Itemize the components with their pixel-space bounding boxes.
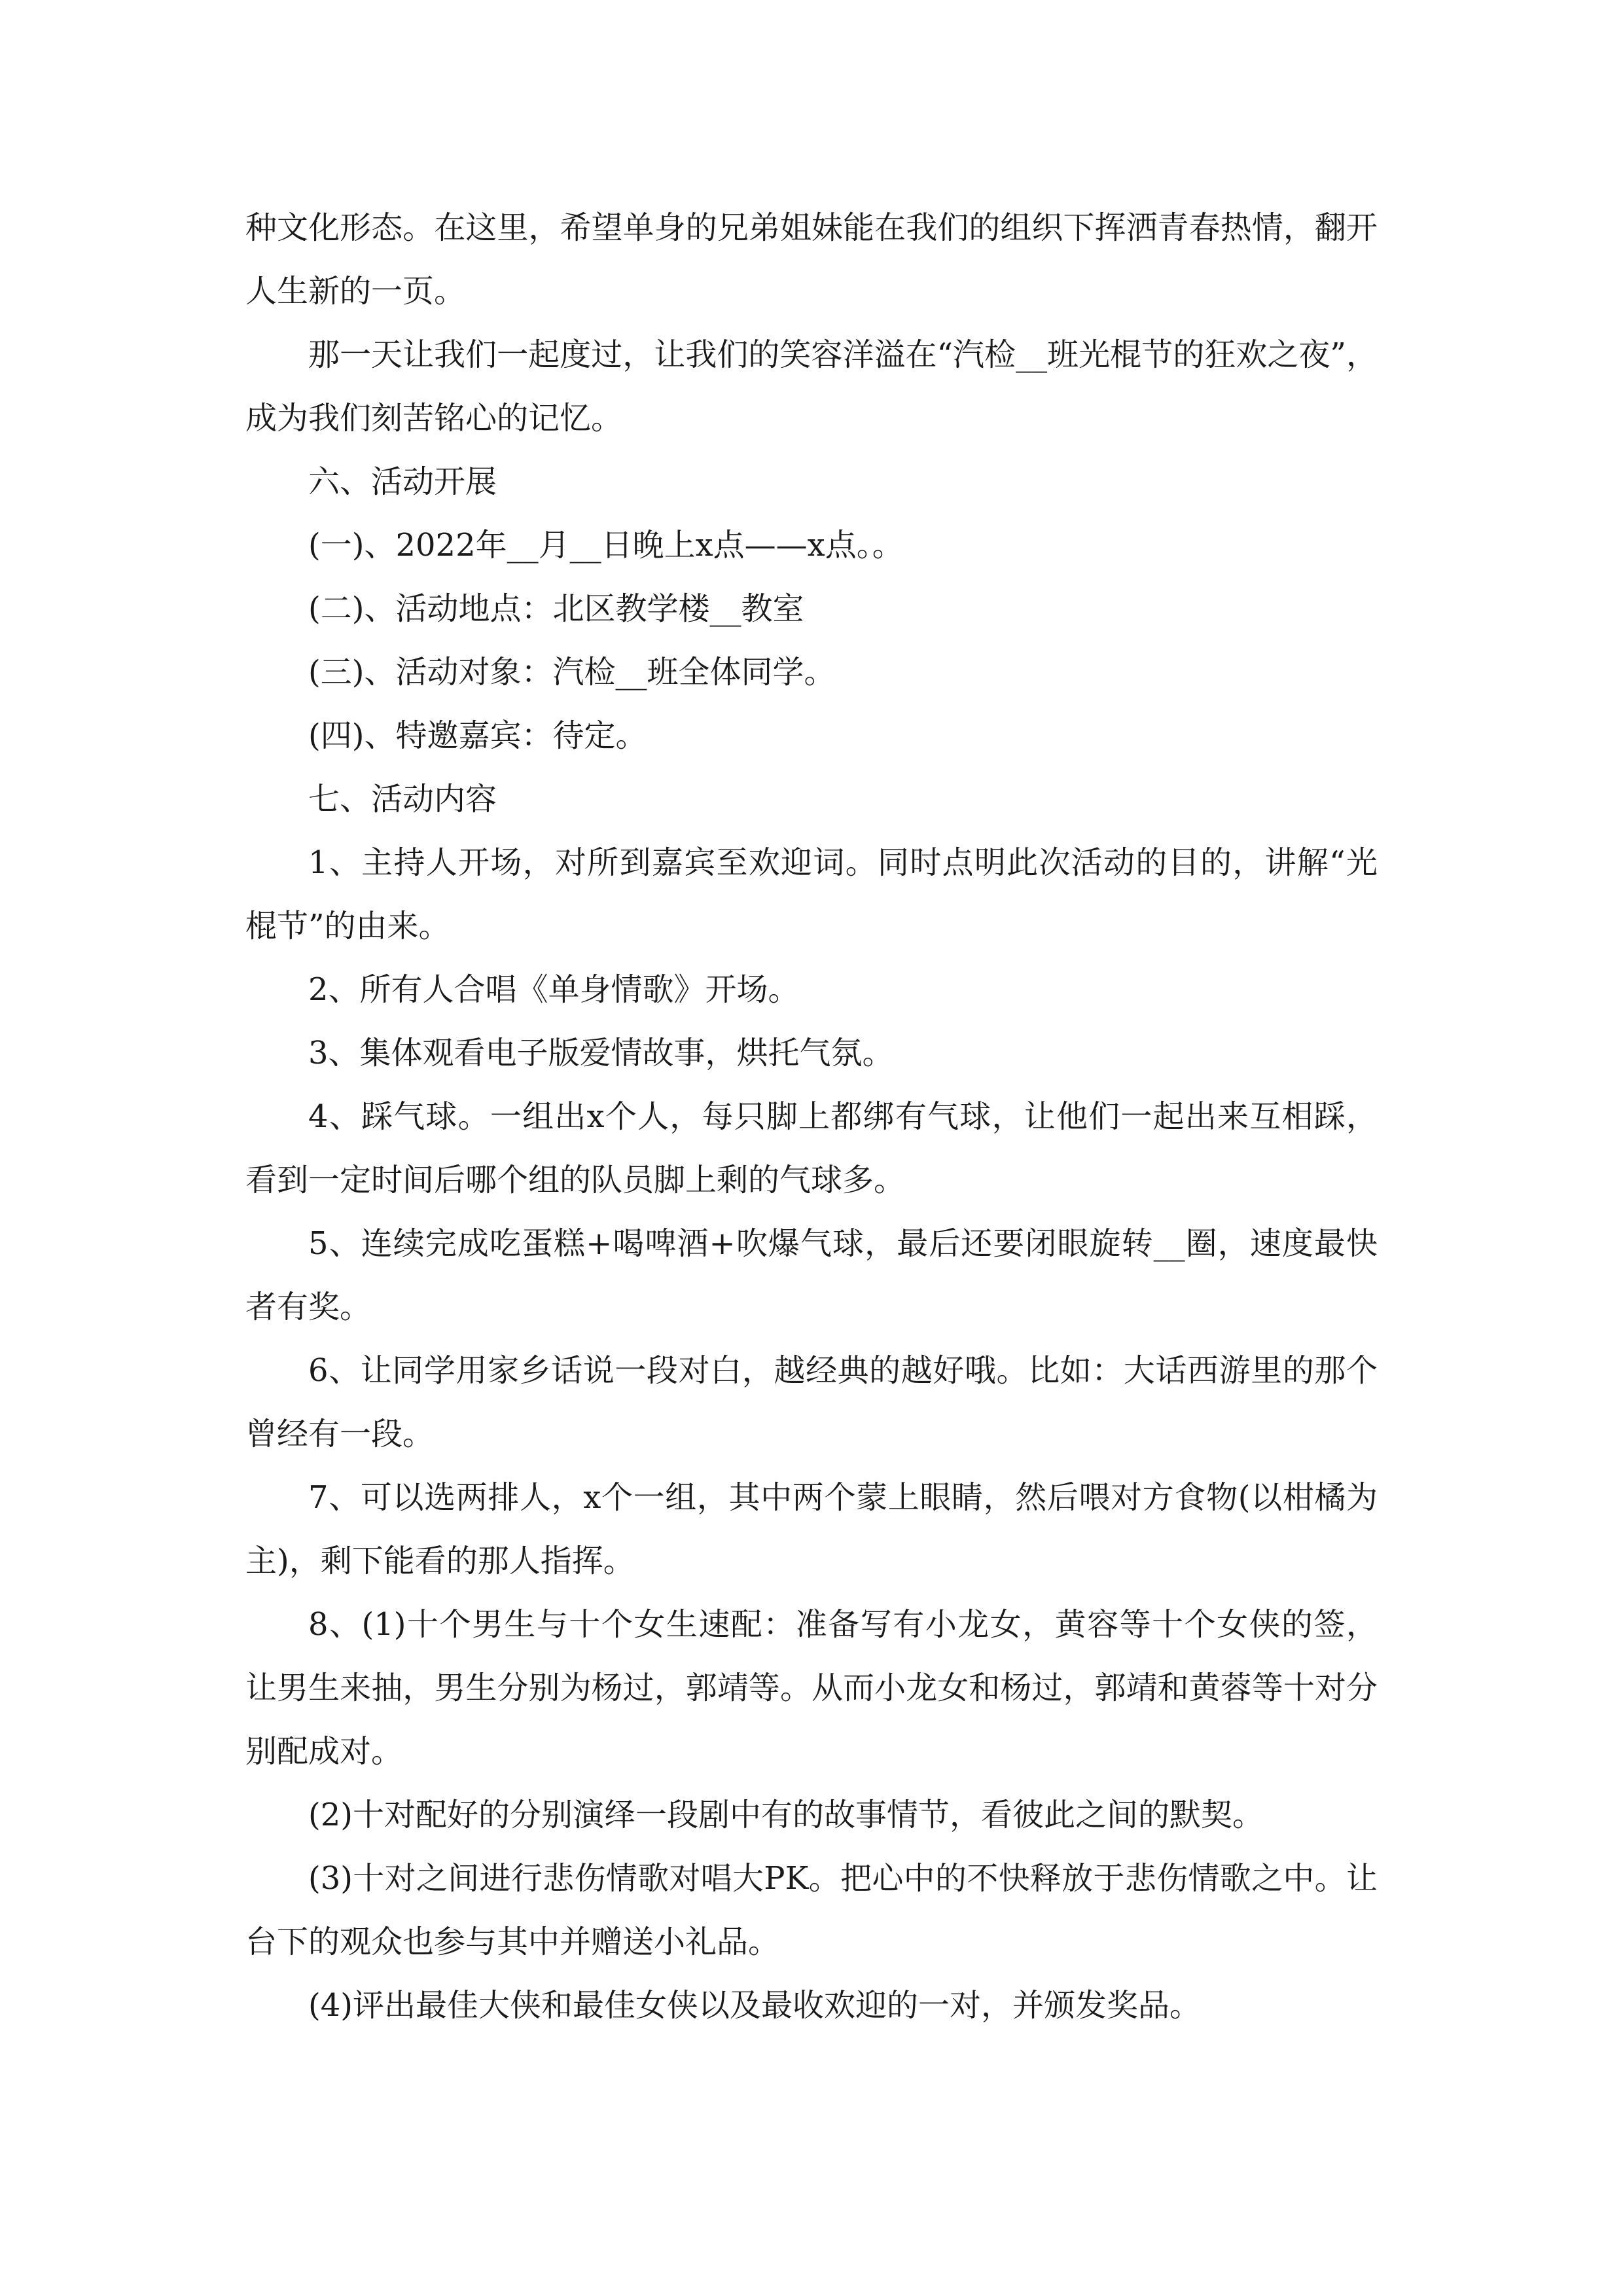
content-item-7: 7、可以选两排人，x个一组，其中两个蒙上眼睛，然后喂对方食物(以柑橘为主)，剩下能看的那人指挥。	[245, 1479, 1378, 1579]
content-item-4: 4、踩气球。一组出x个人，每只脚上都绑有气球，让他们一起出来互相踩，看到一定时间后哪个组的队员脚上剩的气球多。	[245, 1098, 1378, 1198]
section-heading-activity-schedule: 六、活动开展	[308, 463, 497, 500]
content-subitem-8-3: (3)十对之间进行悲伤情歌对唱大PK。把心中的不快释放于悲伤情歌之中。让台下的观众也参与其中并赠送小礼品。	[245, 1860, 1378, 1960]
content-item-6: 6、让同学用家乡话说一段对白，越经典的越好哦。比如：大话西游里的那个曾经有一段。	[245, 1352, 1378, 1452]
content-item-1: 1、主持人开场，对所到嘉宾至欢迎词。同时点明此次活动的目的，讲解“光棍节”的由来。	[245, 844, 1378, 944]
content-subitem-8-2: (2)十对配好的分别演绎一段剧中有的故事情节，看彼此之间的默契。	[308, 1797, 1264, 1833]
content-item-2: 2、所有人合唱《单身情歌》开场。	[308, 971, 800, 1008]
document-body	[245, 196, 1378, 2037]
schedule-item-audience: (三)、活动对象：汽检__班全体同学。	[308, 654, 836, 691]
content-item-5: 5、连续完成吃蛋糕+喝啤酒+吹爆气球，最后还要闭眼旋转__圈，速度最快者有奖。	[245, 1225, 1378, 1325]
content-item-8: 8、(1)十个男生与十个女生速配：准备写有小龙女，黄容等十个女侠的签，让男生来抽，男生分别为杨过，郭靖等。从而小龙女和杨过，郭靖和黄蓉等十对分别配成对。	[245, 1606, 1378, 1770]
content-item-3: 3、集体观看电子版爱情故事，烘托气氛。	[308, 1035, 894, 1071]
paragraph-closing-wish: 那一天让我们一起度过，让我们的笑容洋溢在“汽检__班光棍节的狂欢之夜”，成为我们刻苦铭心的记忆。	[245, 336, 1378, 437]
schedule-item-guests: (四)、特邀嘉宾：待定。	[308, 717, 647, 754]
schedule-item-time: (一)、2022年__月__日晚上x点——x点。。	[308, 527, 904, 564]
paragraph-intro-continuation: 种文化形态。在这里，希望单身的兄弟姐妹能在我们的组织下挥洒青春热情，翻开人生新的一页。	[245, 209, 1378, 310]
content-subitem-8-4: (4)评出最佳大侠和最佳女侠以及最收欢迎的一对，并颁发奖品。	[308, 1987, 1201, 2024]
schedule-item-location: (二)、活动地点：北区教学楼__教室	[308, 590, 804, 627]
section-heading-activity-content: 七、活动内容	[308, 781, 497, 817]
